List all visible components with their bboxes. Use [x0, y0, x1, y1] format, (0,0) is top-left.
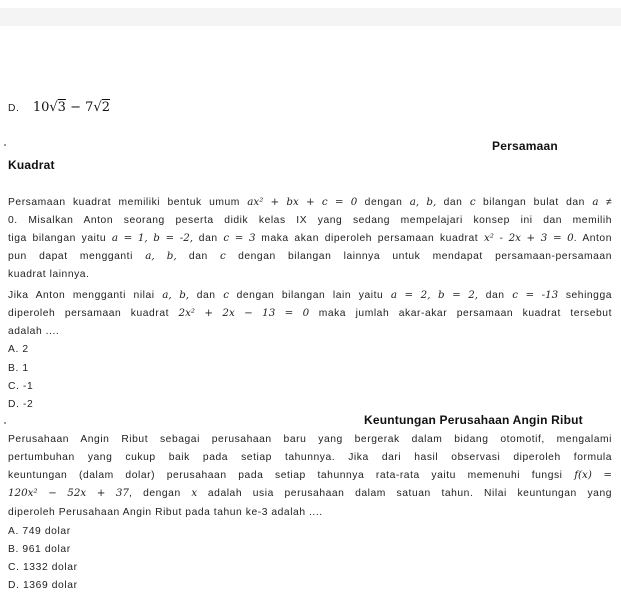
s1-p1-line-4: pun dapat mengganti a, b, dan c dengan bilangan lainnya untuk mendapat persamaan-persamaan — [8, 250, 612, 262]
s2-p1-line-5: diperoleh Perusahaan Angin Ribut pada tahun ke-3 adalah .... — [8, 507, 323, 518]
s1-p2-line-3: adalah .... — [8, 326, 60, 337]
section1-heading-part2: Kuadrat — [8, 158, 55, 172]
section1-heading-part1: Persamaan — [492, 139, 558, 153]
s1-p2-line-1: Jika Anton mengganti nilai a, b, dan c dengan bilangan lain yaitu a = 2, b = 2, dan c = -13 sehingga — [8, 289, 613, 301]
s2-option-b[interactable]: B. 961 dolar — [8, 544, 71, 555]
radicand-1: 3 — [57, 100, 66, 115]
minus-sign: − — [65, 100, 86, 115]
s1-option-d[interactable]: D. -2 — [8, 399, 34, 410]
s1-p1-line-2: 0. Misalkan Anton seorang peserta didik kelas IX yang sedang mempelajari konsep ini dan memilih — [8, 215, 612, 226]
s2-option-d[interactable]: D. 1369 dolar — [8, 580, 78, 591]
s2-p1-line-3: keuntungan (dalam dolar) perusahaan pada setiap tahunnya rata-rata yaitu memenuhi fungsi f(x) = — [8, 469, 612, 481]
s1-option-b[interactable]: B. 1 — [8, 363, 29, 374]
s1-p2-line-2: diperoleh persamaan kuadrat 2x² + 2x − 13 = 0 maka jumlah akar-akar persamaan kuadrat tersebut — [8, 307, 612, 319]
separator-dot — [4, 144, 6, 146]
s2-p1-line-2: pertumbuhan yang cukup baik pada setiap tahunnya. Jika dari hasil observasi diperoleh formula — [8, 452, 612, 463]
s2-option-a[interactable]: A. 749 dolar — [8, 526, 71, 537]
s2-p1-line-1: Perusahaan Angin Ribut sebagai perusahaan baru yang bergerak dalam bidang otomotif, mengalami — [8, 434, 612, 445]
option-d-value: 10√3 − 7√2 — [32, 100, 110, 115]
radicand-2: 2 — [101, 100, 110, 115]
coef-1: 10 — [32, 100, 50, 115]
prev-option-d[interactable] — [8, 100, 110, 116]
s1-p1-line-3: tiga bilangan yaitu a = 1, b = -2, dan c = 3 maka akan diperoleh persamaan kuadrat x² - 2x + 3 = 0. Anton — [8, 232, 612, 244]
top-bar — [0, 8, 621, 26]
s2-p1-line-4: 120x² − 52x + 37, dengan x adalah usia perusahaan dalam satuan tahun. Nilai keuntungan yang — [8, 487, 612, 499]
s1-option-a[interactable]: A. 2 — [8, 344, 29, 355]
separator-dot — [4, 422, 6, 424]
s2-option-c[interactable]: C. 1332 dolar — [8, 562, 78, 573]
section2-heading: Keuntungan Perusahaan Angin Ribut — [364, 413, 583, 427]
s1-p1-line-1: Persamaan kuadrat memiliki bentuk umum ax² + bx + c = 0 dengan a, b, dan c bilangan bulat dan a ≠ — [8, 196, 613, 208]
s1-option-c[interactable]: C. -1 — [8, 381, 34, 392]
option-letter: D. — [8, 103, 20, 114]
s1-p1-line-5: kuadrat lainnya. — [8, 269, 90, 280]
coef-2: 7 — [85, 100, 94, 115]
